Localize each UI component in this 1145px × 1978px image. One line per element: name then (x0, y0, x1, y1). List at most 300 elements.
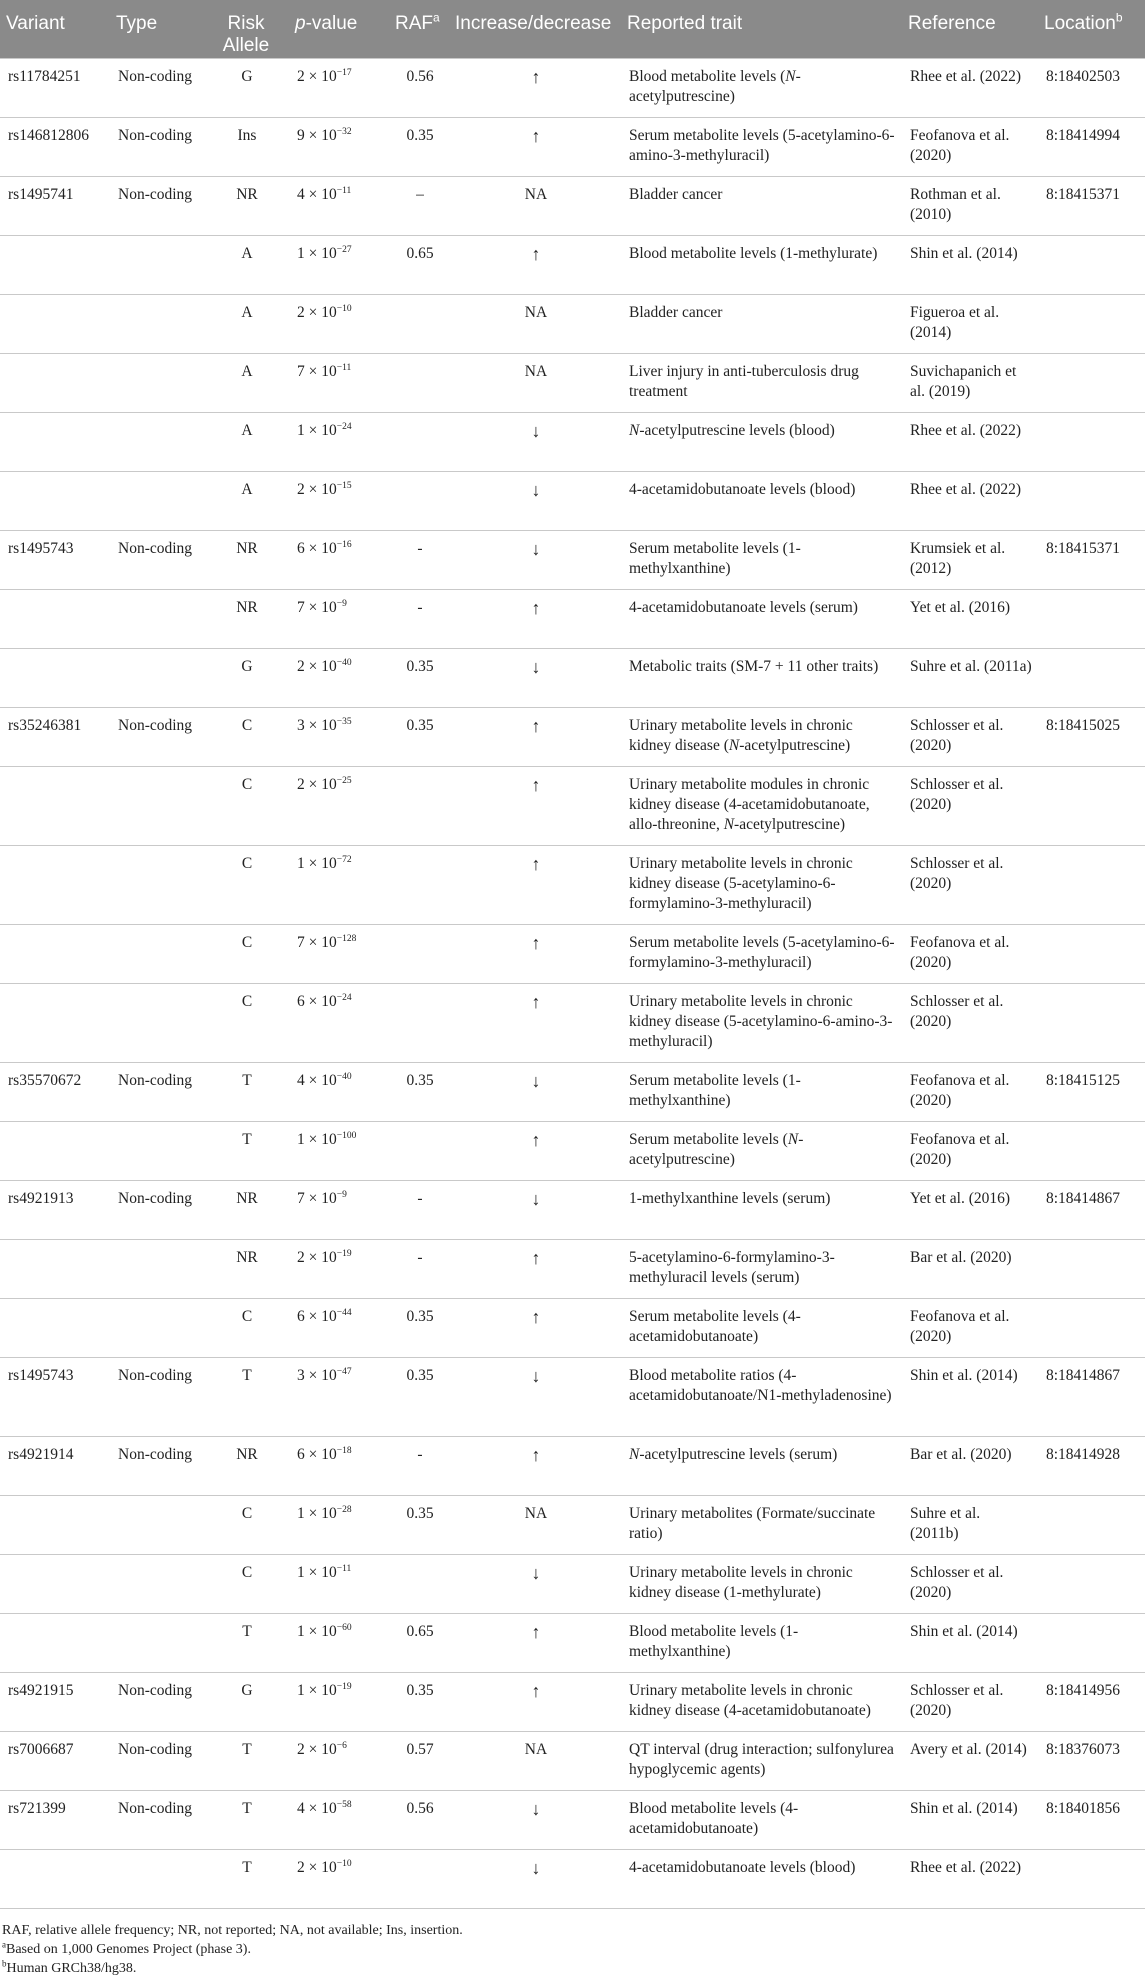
cell-trait: 5-acetylamino-6-formylamino-3-methyluracil levels (serum) (621, 1239, 902, 1298)
cell-direction: ↑ (449, 924, 621, 983)
cell-location (1038, 766, 1145, 845)
cell-direction: ↑ (449, 1436, 621, 1495)
cell-trait: Serum metabolite levels (1-methylxanthine) (621, 1062, 902, 1121)
cell-location: 8:18414928 (1038, 1436, 1145, 1495)
cell-raf: - (389, 530, 449, 589)
cell-direction: ↓ (449, 1357, 621, 1436)
cell-p-value: $2 \times 10^{-19}$ (289, 1239, 389, 1298)
cell-direction: ↓ (449, 1849, 621, 1908)
cell-variant: rs721399 (0, 1790, 110, 1849)
cell-raf: 0.35 (389, 1357, 449, 1436)
table-row (0, 648, 1145, 707)
cell-reference: Shin et al. (2014) (902, 1790, 1038, 1849)
table-row (0, 412, 1145, 471)
cell-trait: N-acetylputrescine levels (blood) (621, 412, 902, 471)
table-row (0, 1062, 1145, 1121)
cell-reference: Bar et al. (2020) (902, 1239, 1038, 1298)
header-p-value: p-value (295, 13, 358, 34)
cell-risk-allele: NR (203, 176, 289, 235)
cell-risk-allele: G (203, 648, 289, 707)
cell-p-value: $7 \times 10^{-9}$ (289, 589, 389, 648)
cell-raf: - (389, 589, 449, 648)
cell-variant: rs1495741 (0, 176, 110, 235)
table-row (0, 766, 1145, 845)
cell-location (1038, 845, 1145, 924)
cell-variant (0, 983, 110, 1062)
cell-direction: ↓ (449, 1790, 621, 1849)
cell-direction: ↑ (449, 983, 621, 1062)
header-reference: Reference (908, 13, 996, 34)
cell-risk-allele: C (203, 983, 289, 1062)
cell-type (110, 924, 203, 983)
cell-trait: Serum metabolite levels (4-acetamidobutanoate) (621, 1298, 902, 1357)
cell-variant: rs35246381 (0, 707, 110, 766)
cell-reference: Rhee et al. (2022) (902, 412, 1038, 471)
cell-location (1038, 1239, 1145, 1298)
cell-direction: ↑ (449, 589, 621, 648)
cell-type (110, 648, 203, 707)
cell-type (110, 983, 203, 1062)
cell-type: Non-coding (110, 176, 203, 235)
cell-variant: rs4921913 (0, 1180, 110, 1239)
cell-p-value: $6 \times 10^{-18}$ (289, 1436, 389, 1495)
cell-type: Non-coding (110, 1790, 203, 1849)
cell-risk-allele: C (203, 1554, 289, 1613)
table-footnotes (0, 1921, 1145, 1978)
cell-risk-allele: T (203, 1849, 289, 1908)
cell-raf: 0.65 (389, 235, 449, 294)
cell-raf: 0.65 (389, 1613, 449, 1672)
cell-type (110, 1239, 203, 1298)
table-row (0, 353, 1145, 412)
cell-risk-allele: C (203, 845, 289, 924)
cell-reference: Suhre et al. (2011b) (902, 1495, 1038, 1554)
cell-reference: Rhee et al. (2022) (902, 471, 1038, 530)
header-type: Type (116, 13, 158, 34)
cell-reference: Shin et al. (2014) (902, 235, 1038, 294)
cell-location: 8:18376073 (1038, 1731, 1145, 1790)
cell-p-value: $4 \times 10^{-11}$ (289, 176, 389, 235)
cell-variant (0, 924, 110, 983)
cell-direction: ↓ (449, 530, 621, 589)
table-row (0, 1790, 1145, 1849)
cell-direction: ↑ (449, 707, 621, 766)
cell-type (110, 1554, 203, 1613)
cell-location (1038, 648, 1145, 707)
table-row (0, 1298, 1145, 1357)
cell-trait: QT interval (drug interaction; sulfonylurea hypoglycemic agents) (621, 1731, 902, 1790)
cell-p-value: $4 \times 10^{-40}$ (289, 1062, 389, 1121)
cell-reference: Schlosser et al. (2020) (902, 707, 1038, 766)
cell-p-value: $2 \times 10^{-40}$ (289, 648, 389, 707)
cell-reference: Suvichapanich et al. (2019) (902, 353, 1038, 412)
cell-type: Non-coding (110, 1357, 203, 1436)
cell-reference: Feofanova et al. (2020) (902, 1298, 1038, 1357)
cell-location (1038, 412, 1145, 471)
header-raf: RAF$^a$ (395, 10, 440, 34)
cell-raf: 0.35 (389, 117, 449, 176)
cell-raf (389, 766, 449, 845)
cell-type: Non-coding (110, 58, 203, 117)
cell-raf (389, 1849, 449, 1908)
table-row (0, 983, 1145, 1062)
cell-location: 8:18415025 (1038, 707, 1145, 766)
cell-direction: NA (449, 1495, 621, 1554)
cell-type: Non-coding (110, 530, 203, 589)
cell-risk-allele: NR (203, 589, 289, 648)
cell-p-value: $4 \times 10^{-58}$ (289, 1790, 389, 1849)
cell-direction: ↑ (449, 117, 621, 176)
cell-variant (0, 412, 110, 471)
table-row (0, 294, 1145, 353)
table-row (0, 235, 1145, 294)
table-row (0, 1180, 1145, 1239)
cell-variant (0, 766, 110, 845)
cell-direction: ↑ (449, 58, 621, 117)
table-row (0, 176, 1145, 235)
cell-risk-allele: NR (203, 1180, 289, 1239)
cell-p-value: $3 \times 10^{-47}$ (289, 1357, 389, 1436)
table-row (0, 530, 1145, 589)
footnote-b: $^b$Human GRCh38/hg38. (2, 1957, 137, 1976)
cell-direction: ↑ (449, 1239, 621, 1298)
cell-raf: 0.57 (389, 1731, 449, 1790)
cell-p-value: $2 \times 10^{-10}$ (289, 1849, 389, 1908)
cell-direction: ↑ (449, 235, 621, 294)
cell-p-value: $6 \times 10^{-44}$ (289, 1298, 389, 1357)
cell-variant (0, 589, 110, 648)
cell-p-value: $2 \times 10^{-6}$ (289, 1731, 389, 1790)
cell-location (1038, 353, 1145, 412)
table-row (0, 117, 1145, 176)
cell-location (1038, 1849, 1145, 1908)
cell-variant (0, 1121, 110, 1180)
cell-p-value: $2 \times 10^{-15}$ (289, 471, 389, 530)
cell-variant: rs4921915 (0, 1672, 110, 1731)
cell-p-value: $6 \times 10^{-16}$ (289, 530, 389, 589)
cell-variant (0, 1849, 110, 1908)
cell-trait: 4-acetamidobutanoate levels (blood) (621, 471, 902, 530)
cell-variant: rs7006687 (0, 1731, 110, 1790)
cell-direction: ↓ (449, 648, 621, 707)
cell-reference: Schlosser et al. (2020) (902, 766, 1038, 845)
cell-type (110, 235, 203, 294)
cell-p-value: $1 \times 10^{-27}$ (289, 235, 389, 294)
cell-variant (0, 235, 110, 294)
cell-trait: Urinary metabolite levels in chronic kidney disease (4-acetamidobutanoate) (621, 1672, 902, 1731)
cell-risk-allele: C (203, 766, 289, 845)
cell-type (110, 1121, 203, 1180)
cell-location: 8:18414994 (1038, 117, 1145, 176)
cell-direction: ↓ (449, 412, 621, 471)
cell-p-value: $7 \times 10^{-128}$ (289, 924, 389, 983)
cell-type (110, 1849, 203, 1908)
cell-reference: Suhre et al. (2011a) (902, 648, 1038, 707)
cell-trait: Blood metabolite levels (1-methylurate) (621, 235, 902, 294)
cell-risk-allele: NR (203, 1436, 289, 1495)
cell-raf (389, 1121, 449, 1180)
header-trait: Reported trait (627, 13, 743, 34)
cell-raf: 0.56 (389, 58, 449, 117)
cell-reference: Rhee et al. (2022) (902, 1849, 1038, 1908)
cell-location (1038, 924, 1145, 983)
cell-p-value: $7 \times 10^{-9}$ (289, 1180, 389, 1239)
cell-variant: rs35570672 (0, 1062, 110, 1121)
cell-direction: ↑ (449, 1672, 621, 1731)
cell-reference: Schlosser et al. (2020) (902, 845, 1038, 924)
table-row (0, 471, 1145, 530)
cell-type (110, 845, 203, 924)
cell-reference: Feofanova et al. (2020) (902, 1062, 1038, 1121)
cell-raf: 0.56 (389, 1790, 449, 1849)
cell-trait: 4-acetamidobutanoate levels (blood) (621, 1849, 902, 1908)
cell-trait: Serum metabolite levels (N-acetylputrescine) (621, 1121, 902, 1180)
cell-raf (389, 412, 449, 471)
cell-p-value: $1 \times 10^{-24}$ (289, 412, 389, 471)
cell-trait: 1-methylxanthine levels (serum) (621, 1180, 902, 1239)
cell-direction: ↓ (449, 1180, 621, 1239)
cell-raf (389, 294, 449, 353)
cell-direction: ↑ (449, 1298, 621, 1357)
cell-location (1038, 294, 1145, 353)
cell-trait: Bladder cancer (621, 294, 902, 353)
cell-reference: Shin et al. (2014) (902, 1357, 1038, 1436)
cell-risk-allele: NR (203, 1239, 289, 1298)
cell-reference: Yet et al. (2016) (902, 589, 1038, 648)
cell-risk-allele: A (203, 412, 289, 471)
cell-p-value: $2 \times 10^{-10}$ (289, 294, 389, 353)
cell-reference: Schlosser et al. (2020) (902, 1554, 1038, 1613)
cell-reference: Schlosser et al. (2020) (902, 983, 1038, 1062)
cell-variant: rs4921914 (0, 1436, 110, 1495)
cell-variant (0, 1239, 110, 1298)
cell-location (1038, 1554, 1145, 1613)
cell-location (1038, 471, 1145, 530)
cell-raf: - (389, 1436, 449, 1495)
cell-variant: rs146812806 (0, 117, 110, 176)
table-row (0, 589, 1145, 648)
cell-type: Non-coding (110, 1436, 203, 1495)
cell-type (110, 471, 203, 530)
cell-type (110, 294, 203, 353)
cell-p-value: $9 \times 10^{-32}$ (289, 117, 389, 176)
cell-raf: 0.35 (389, 707, 449, 766)
cell-raf: – (389, 176, 449, 235)
cell-trait: Blood metabolite levels (1-methylxanthine) (621, 1613, 902, 1672)
cell-location: 8:18414867 (1038, 1357, 1145, 1436)
table-row (0, 1495, 1145, 1554)
cell-reference: Shin et al. (2014) (902, 1613, 1038, 1672)
cell-reference: Feofanova et al. (2020) (902, 1121, 1038, 1180)
cell-trait: 4-acetamidobutanoate levels (serum) (621, 589, 902, 648)
cell-direction: ↑ (449, 1121, 621, 1180)
table-row (0, 58, 1145, 117)
cell-type (110, 1495, 203, 1554)
cell-risk-allele: C (203, 924, 289, 983)
cell-trait: Serum metabolite levels (1-methylxanthine) (621, 530, 902, 589)
cell-direction: NA (449, 294, 621, 353)
cell-raf (389, 845, 449, 924)
cell-risk-allele: C (203, 707, 289, 766)
cell-risk-allele: T (203, 1121, 289, 1180)
table-header-row (0, 0, 1145, 58)
cell-p-value: $6 \times 10^{-24}$ (289, 983, 389, 1062)
cell-reference: Yet et al. (2016) (902, 1180, 1038, 1239)
cell-trait: Urinary metabolites (Formate/succinate ratio) (621, 1495, 902, 1554)
table-row (0, 1613, 1145, 1672)
cell-type (110, 589, 203, 648)
cell-trait: Serum metabolite levels (5-acetylamino-6-formylamino-3-methyluracil) (621, 924, 902, 983)
cell-variant (0, 1298, 110, 1357)
cell-direction: NA (449, 1731, 621, 1790)
table-row (0, 845, 1145, 924)
table-row (0, 1436, 1145, 1495)
cell-trait: N-acetylputrescine levels (serum) (621, 1436, 902, 1495)
cell-reference: Feofanova et al. (2020) (902, 924, 1038, 983)
cell-p-value: $1 \times 10^{-28}$ (289, 1495, 389, 1554)
cell-risk-allele: G (203, 58, 289, 117)
table-row (0, 1731, 1145, 1790)
cell-trait: Metabolic traits (SM-7 + 11 other traits) (621, 648, 902, 707)
cell-risk-allele: G (203, 1672, 289, 1731)
cell-risk-allele: A (203, 353, 289, 412)
cell-trait: Liver injury in anti-tuberculosis drug treatment (621, 353, 902, 412)
cell-type (110, 1298, 203, 1357)
cell-raf: - (389, 1180, 449, 1239)
cell-variant (0, 353, 110, 412)
table-row (0, 1357, 1145, 1436)
cell-variant (0, 648, 110, 707)
cell-raf: 0.35 (389, 1298, 449, 1357)
table-row (0, 707, 1145, 766)
cell-direction: ↓ (449, 471, 621, 530)
cell-variant (0, 1554, 110, 1613)
cell-direction: NA (449, 176, 621, 235)
cell-reference: Bar et al. (2020) (902, 1436, 1038, 1495)
footnote-a: $^a$Based on 1,000 Genomes Project (phase 3). (2, 1938, 251, 1957)
table-row (0, 924, 1145, 983)
cell-location (1038, 1121, 1145, 1180)
cell-reference: Rothman et al. (2010) (902, 176, 1038, 235)
cell-raf (389, 924, 449, 983)
cell-trait: Blood metabolite ratios (4-acetamidobutanoate/N1-methyladenosine) (621, 1357, 902, 1436)
cell-trait: Urinary metabolite levels in chronic kidney disease (5-acetylamino-6-amino-3-methyluracil) (621, 983, 902, 1062)
cell-trait: Blood metabolite levels (4-acetamidobutanoate) (621, 1790, 902, 1849)
cell-type: Non-coding (110, 117, 203, 176)
cell-location: 8:18414867 (1038, 1180, 1145, 1239)
cell-risk-allele: T (203, 1062, 289, 1121)
cell-reference: Krumsiek et al. (2012) (902, 530, 1038, 589)
cell-risk-allele: C (203, 1495, 289, 1554)
cell-reference: Feofanova et al. (2020) (902, 117, 1038, 176)
cell-raf: 0.35 (389, 1495, 449, 1554)
cell-direction: ↑ (449, 766, 621, 845)
cell-variant (0, 471, 110, 530)
cell-reference: Figueroa et al. (2014) (902, 294, 1038, 353)
cell-location: 8:18415125 (1038, 1062, 1145, 1121)
cell-type (110, 412, 203, 471)
cell-p-value: $1 \times 10^{-19}$ (289, 1672, 389, 1731)
cell-location (1038, 1613, 1145, 1672)
cell-reference: Schlosser et al. (2020) (902, 1672, 1038, 1731)
cell-direction: ↑ (449, 1613, 621, 1672)
cell-type (110, 766, 203, 845)
cell-p-value: $2 \times 10^{-25}$ (289, 766, 389, 845)
header-risk-allele: Risk Allele (222, 13, 270, 56)
cell-direction: ↓ (449, 1554, 621, 1613)
cell-raf: 0.35 (389, 1672, 449, 1731)
cell-trait: Urinary metabolite levels in chronic kidney disease (1-methylurate) (621, 1554, 902, 1613)
cell-location (1038, 589, 1145, 648)
cell-p-value: $2 \times 10^{-17}$ (289, 58, 389, 117)
cell-trait: Bladder cancer (621, 176, 902, 235)
table-row (0, 1849, 1145, 1908)
cell-trait: Urinary metabolite levels in chronic kidney disease (N-acetylputrescine) (621, 707, 902, 766)
table-row (0, 1672, 1145, 1731)
table-row (0, 1554, 1145, 1613)
cell-risk-allele: T (203, 1613, 289, 1672)
cell-raf (389, 1554, 449, 1613)
cell-p-value: $1 \times 10^{-72}$ (289, 845, 389, 924)
cell-raf: 0.35 (389, 1062, 449, 1121)
cell-risk-allele: T (203, 1357, 289, 1436)
cell-type: Non-coding (110, 707, 203, 766)
cell-variant (0, 845, 110, 924)
cell-variant: rs1495743 (0, 530, 110, 589)
cell-risk-allele: A (203, 235, 289, 294)
cell-variant: rs11784251 (0, 58, 110, 117)
cell-risk-allele: T (203, 1731, 289, 1790)
cell-trait: Blood metabolite levels (N-acetylputrescine) (621, 58, 902, 117)
cell-p-value: $3 \times 10^{-35}$ (289, 707, 389, 766)
cell-risk-allele: Ins (203, 117, 289, 176)
cell-location (1038, 1495, 1145, 1554)
cell-location: 8:18401856 (1038, 1790, 1145, 1849)
cell-variant (0, 294, 110, 353)
cell-type: Non-coding (110, 1062, 203, 1121)
cell-trait: Serum metabolite levels (5-acetylamino-6-amino-3-methyluracil) (621, 117, 902, 176)
cell-raf: - (389, 1239, 449, 1298)
header-direction: Increase/decrease (455, 13, 612, 34)
cell-location: 8:18402503 (1038, 58, 1145, 117)
cell-raf (389, 353, 449, 412)
cell-risk-allele: A (203, 294, 289, 353)
cell-type (110, 353, 203, 412)
cell-direction: ↓ (449, 1062, 621, 1121)
cell-location (1038, 983, 1145, 1062)
cell-raf: 0.35 (389, 648, 449, 707)
cell-type (110, 1613, 203, 1672)
cell-risk-allele: NR (203, 530, 289, 589)
cell-p-value: $1 \times 10^{-100}$ (289, 1121, 389, 1180)
cell-type: Non-coding (110, 1180, 203, 1239)
cell-direction: ↑ (449, 845, 621, 924)
cell-location (1038, 235, 1145, 294)
cell-p-value: $1 \times 10^{-60}$ (289, 1613, 389, 1672)
cell-direction: NA (449, 353, 621, 412)
cell-trait: Urinary metabolite modules in chronic kidney disease (4-acetamidobutanoate, allo-threonine, N-acetylputrescine) (621, 766, 902, 845)
header-variant: Variant (6, 13, 65, 34)
header-location: Location$^b$ (1044, 10, 1123, 34)
cell-location: 8:18414956 (1038, 1672, 1145, 1731)
cell-location (1038, 1298, 1145, 1357)
cell-variant: rs1495743 (0, 1357, 110, 1436)
footnote-abbreviations: RAF, relative allele frequency; NR, not reported; NA, not available; Ins, insertion. (2, 1922, 463, 1938)
cell-type: Non-coding (110, 1731, 203, 1790)
cell-variant (0, 1613, 110, 1672)
cell-risk-allele: A (203, 471, 289, 530)
cell-raf (389, 983, 449, 1062)
